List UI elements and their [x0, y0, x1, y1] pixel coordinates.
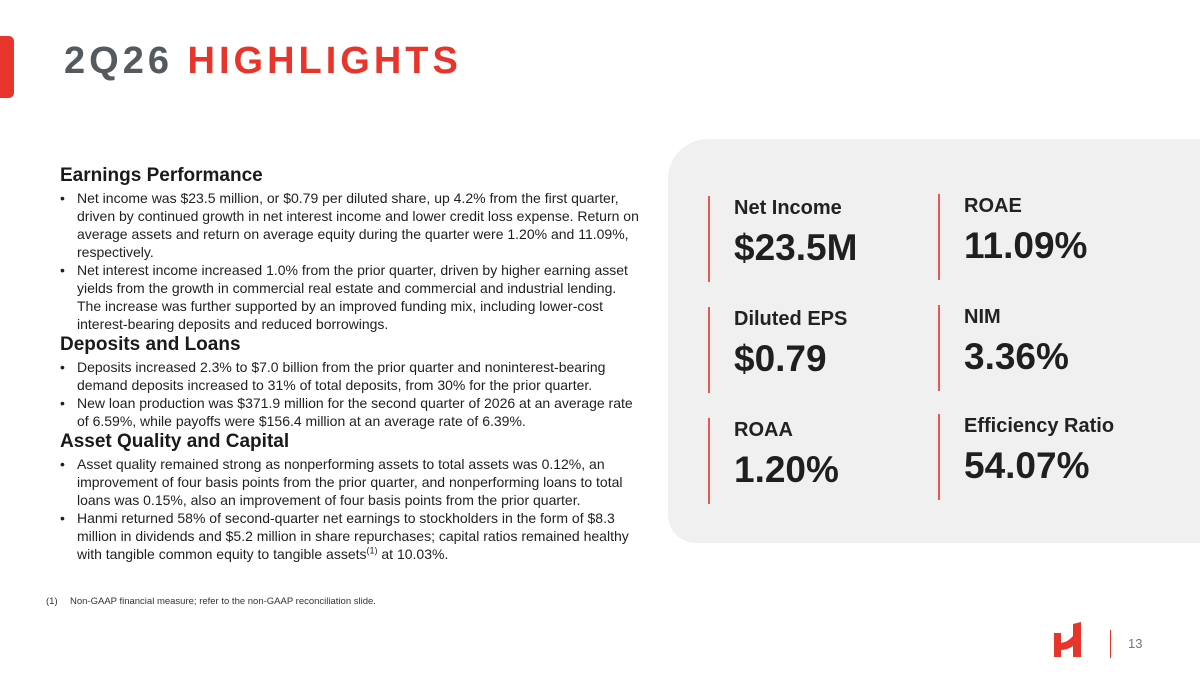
title-quarter: 2Q26 — [64, 40, 173, 82]
metric-value: 54.07% — [964, 445, 1090, 486]
deposits-loans-bullets — [60, 358, 640, 430]
metric-label: ROAA — [734, 419, 793, 441]
hanmi-h-logo-icon — [1052, 621, 1090, 659]
metric-value: 11.09% — [964, 225, 1088, 266]
metric-label: Efficiency Ratio — [964, 415, 1115, 437]
metric-label: NIM — [964, 306, 1001, 328]
highlights-content — [60, 164, 640, 563]
metrics-panel — [668, 139, 1200, 543]
bullet-item: • Net income was $23.5 million, or $0.79 per diluted share, up 4.2% from the first quarter, driven by continued growth in net interest income and lower credit loss expense. Return on average assets and return on average equity during the quarter were 1.20% and 11.09%, respectively. — [60, 189, 640, 261]
metric-roae — [938, 194, 1164, 280]
metric-label: Net Income — [734, 197, 842, 219]
section-heading-asset-quality: Asset Quality and Capital — [60, 431, 290, 452]
bullet-item: • Deposits increased 2.3% to $7.0 billion from the prior quarter and noninterest-bearing demand deposits increased to 31% of total deposits, from 30% for the prior quarter. — [60, 358, 640, 394]
section-heading-earnings: Earnings Performance — [60, 165, 263, 186]
earnings-bullets — [60, 189, 640, 333]
page-number: 13 — [1128, 636, 1143, 651]
metric-roaa — [708, 418, 934, 504]
bullet-item: • New loan production was $371.9 million for the second quarter of 2026 at an average rate of 6.59%, while payoffs were $156.4 million at an average rate of 6.39%. — [60, 394, 640, 430]
metric-value: $0.79 — [734, 338, 827, 379]
metric-label: ROAE — [964, 195, 1022, 217]
slide-title — [64, 38, 462, 84]
bullet-item — [60, 509, 640, 563]
metric-label: Diluted EPS — [734, 308, 848, 330]
asset-quality-bullets — [60, 455, 640, 563]
metric-diluted-eps — [708, 307, 934, 393]
footnote-text: Non-GAAP financial measure; refer to the non-GAAP reconciliation slide. — [70, 596, 376, 607]
footnote-marker: (1) — [46, 596, 58, 607]
metric-nim — [938, 305, 1164, 391]
bullet-text: Hanmi returned 58% of second-quarter net earnings to stockholders in the form of $8.3 million in dividends and $5.2 million in share repurchases; capital ratios remained healthy with tangible common equity to tangible assets — [77, 510, 629, 562]
section-heading-deposits-loans: Deposits and Loans — [60, 334, 241, 355]
title-accent-bar — [0, 36, 14, 98]
footnote-reference: (1) — [366, 545, 378, 556]
metric-value: $23.5M — [734, 227, 858, 268]
metric-efficiency-ratio — [938, 414, 1164, 500]
bullet-item: • Asset quality remained strong as nonperforming assets to total assets was 0.12%, an improvement of four basis points from the prior quarter, and nonperforming loans to total loans was 0.15%, also an improvement of four basis points from the prior quarter. — [60, 455, 640, 509]
metric-net-income — [708, 196, 934, 282]
footnote — [46, 596, 376, 607]
metric-value: 3.36% — [964, 336, 1069, 377]
title-highlights: HIGHLIGHTS — [187, 40, 462, 82]
bullet-item: • Net interest income increased 1.0% from the prior quarter, driven by higher earning asset yields from the growth in commercial real estate and commercial and industrial lending. The increase was further supported by an improved funding mix, including lower-cost interest-bearing deposits and reduced borrowings. — [60, 261, 640, 333]
footer-divider — [1110, 630, 1111, 658]
metric-value: 1.20% — [734, 449, 839, 490]
bullet-text-tail: at 10.03%. — [377, 546, 449, 562]
